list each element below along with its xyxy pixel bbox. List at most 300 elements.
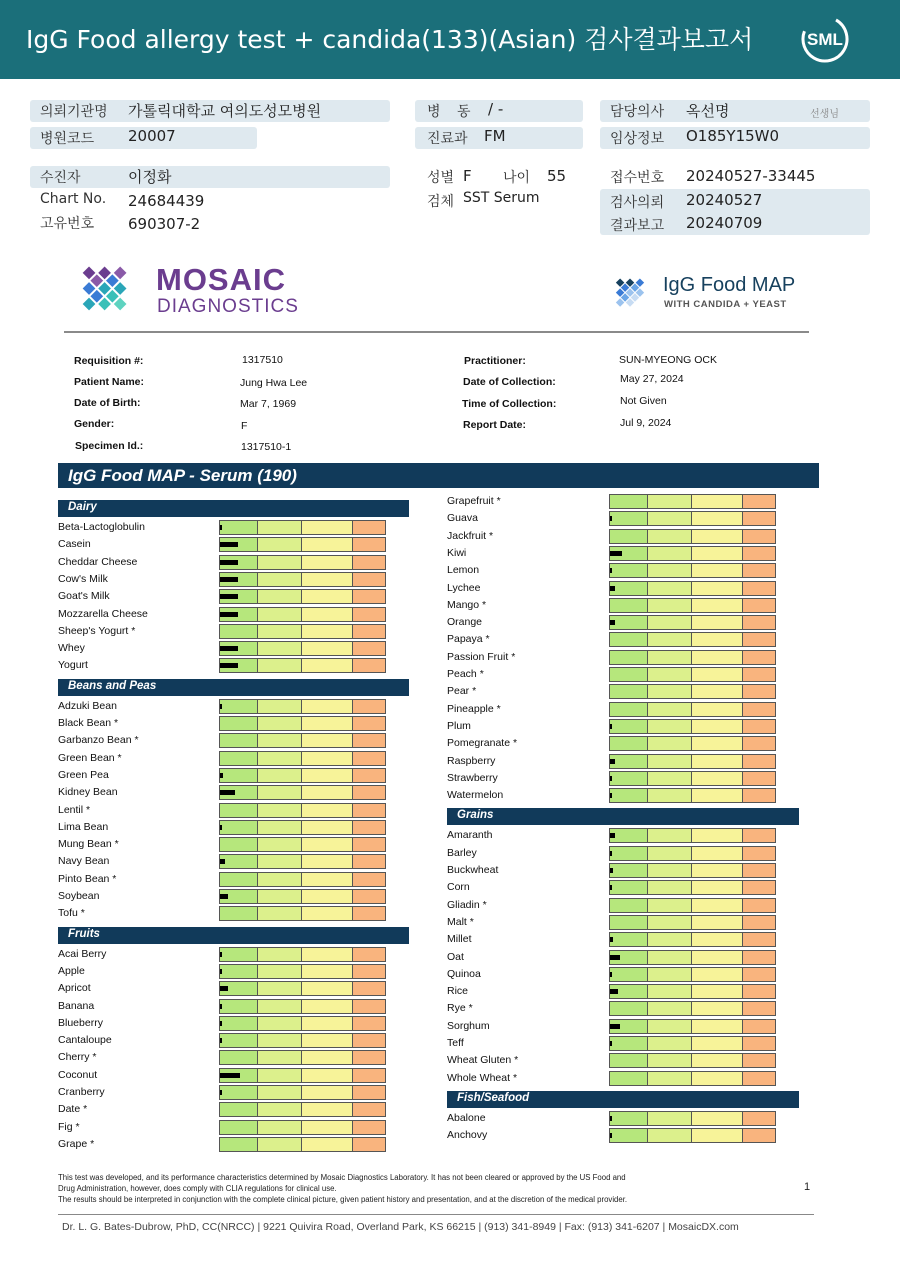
food-name: Navy Bean: [58, 855, 110, 868]
igg-level-marker: [610, 1041, 612, 1046]
bar-zone: [352, 804, 385, 817]
section-header: [447, 1091, 799, 1108]
bar-zone: [257, 769, 301, 782]
panel-band: [58, 463, 819, 488]
sml-logo-text: SML: [807, 30, 843, 49]
igg-level-marker: [610, 620, 615, 625]
bar-zone: [610, 582, 647, 595]
food-name: Goat's Milk: [58, 590, 110, 603]
igg-level-bar: [609, 719, 776, 734]
bar-zone: [257, 821, 301, 834]
bar-zone: [352, 1103, 385, 1116]
food-row: [58, 750, 389, 767]
food-row: [58, 657, 389, 674]
food-name: Mozzarella Cheese: [58, 607, 148, 620]
institution-label: 의뢰기관명: [40, 104, 108, 120]
igg-level-bar: [219, 872, 386, 887]
igg-food-map-icon: [600, 278, 660, 310]
bar-zone: [301, 556, 352, 569]
food-row: [58, 1119, 389, 1136]
bar-zone: [691, 933, 742, 946]
bar-zone: [301, 965, 352, 978]
igg-level-bar: [219, 964, 386, 979]
bar-zone: [691, 951, 742, 964]
report-date-label: Report Date:: [463, 419, 527, 431]
bar-zone: [301, 752, 352, 765]
igg-level-marker: [220, 1073, 240, 1078]
bar-zone: [352, 556, 385, 569]
bar-zone: [301, 907, 352, 920]
info-pill: [30, 166, 390, 188]
bar-zone: [691, 703, 742, 716]
bar-zone: [691, 881, 742, 894]
bar-zone: [301, 1138, 352, 1151]
bar-zone: [352, 1121, 385, 1134]
igg-level-marker: [610, 586, 615, 591]
igg-level-marker: [220, 1021, 222, 1026]
igg-food-map-subtitle: WITH CANDIDA + YEAST: [664, 299, 787, 310]
igg-level-bar: [609, 932, 776, 947]
igg-level-bar: [609, 511, 776, 526]
bar-zone: [257, 804, 301, 817]
bar-zone: [742, 668, 775, 681]
requisition-value: 1317510: [242, 354, 283, 366]
igg-level-bar: [609, 1036, 776, 1051]
bar-zone: [220, 700, 257, 713]
igg-level-bar: [219, 768, 386, 783]
food-row: [447, 914, 779, 931]
bar-zone: [647, 547, 691, 560]
collection-time-value: Not Given: [620, 395, 667, 407]
igg-level-bar: [219, 1137, 386, 1152]
bar-zone: [742, 564, 775, 577]
dob-label: Date of Birth:: [74, 397, 141, 409]
bar-zone: [301, 1034, 352, 1047]
collection-time-label: Time of Collection:: [462, 398, 557, 410]
food-row: [58, 1032, 389, 1049]
food-row: [447, 528, 779, 545]
bar-zone: [257, 1086, 301, 1099]
bar-zone: [742, 968, 775, 981]
section-title: Fruits: [68, 927, 100, 940]
sex-value: F: [463, 167, 472, 185]
bar-zone: [352, 1034, 385, 1047]
food-name: Mung Bean *: [58, 838, 119, 851]
bar-zone: [301, 521, 352, 534]
dob-value: Mar 7, 1969: [240, 398, 297, 410]
bar-zone: [352, 521, 385, 534]
bar-zone: [610, 933, 647, 946]
bar-zone: [220, 521, 257, 534]
report-title: IgG Food allergy test + candida(133)(Asian) 검사결과보고서: [26, 25, 754, 54]
bar-zone: [647, 755, 691, 768]
bar-zone: [257, 717, 301, 730]
bar-zone: [742, 899, 775, 912]
bar-zone: [352, 982, 385, 995]
bar-zone: [257, 1069, 301, 1082]
food-name: Cherry *: [58, 1051, 97, 1064]
bar-zone: [691, 985, 742, 998]
food-row: [447, 1110, 779, 1127]
igg-level-bar: [219, 716, 386, 731]
igg-food-map-wordmark: IgG Food MAP: [663, 274, 796, 296]
bar-zone: [352, 907, 385, 920]
bar-zone: [352, 659, 385, 672]
bar-zone: [647, 985, 691, 998]
bar-zone: [742, 829, 775, 842]
food-name: Plum: [447, 719, 471, 732]
specimen-id-label: Specimen Id.:: [75, 440, 144, 452]
igg-level-bar: [609, 546, 776, 561]
receipt-label: 접수번호: [610, 170, 665, 186]
igg-level-bar: [609, 1019, 776, 1034]
igg-level-bar: [609, 684, 776, 699]
bar-zone: [742, 530, 775, 543]
food-name: Coconut: [58, 1068, 98, 1081]
igg-level-bar: [609, 915, 776, 930]
bar-zone: [647, 916, 691, 929]
bar-zone: [647, 1037, 691, 1050]
bar-zone: [301, 821, 352, 834]
food-name: Malt *: [447, 915, 474, 928]
dept-value: FM: [484, 127, 506, 145]
igg-level-bar: [609, 863, 776, 878]
igg-level-marker: [610, 516, 612, 521]
food-row: [58, 623, 389, 640]
id-label: 고유번호: [40, 216, 95, 232]
food-name: Amaranth: [447, 829, 493, 842]
bar-zone: [610, 1129, 647, 1142]
bar-zone: [257, 1034, 301, 1047]
bar-zone: [742, 582, 775, 595]
food-row: [447, 897, 779, 914]
bar-zone: [691, 737, 742, 750]
page-number: 1: [804, 1181, 811, 1193]
igg-level-bar: [609, 650, 776, 665]
igg-level-marker: [610, 955, 620, 960]
bar-zone: [301, 625, 352, 638]
bar-zone: [220, 1051, 257, 1064]
food-row: [447, 827, 779, 844]
bar-zone: [610, 703, 647, 716]
bar-zone: [742, 737, 775, 750]
food-name: Pineapple *: [447, 702, 501, 715]
food-name: Blueberry: [58, 1016, 103, 1029]
food-row: [447, 493, 779, 510]
bar-zone: [352, 590, 385, 603]
food-row: [58, 853, 389, 870]
bar-zone: [610, 789, 647, 802]
igg-level-marker: [610, 972, 612, 977]
request-label: 검사의뢰: [610, 195, 665, 211]
food-name: Peach *: [447, 668, 484, 680]
igg-level-marker: [220, 859, 225, 864]
food-row: [447, 753, 779, 770]
bar-zone: [220, 855, 257, 868]
food-name: Cheddar Cheese: [58, 555, 138, 568]
bar-zone: [352, 700, 385, 713]
igg-level-bar: [219, 537, 386, 552]
section-header: [447, 808, 799, 825]
section-title: Beans and Peas: [68, 679, 157, 692]
food-row: [447, 597, 779, 614]
bar-zone: [691, 1020, 742, 1033]
bar-zone: [301, 948, 352, 961]
bar-zone: [301, 700, 352, 713]
igg-level-bar: [219, 520, 386, 535]
bar-zone: [691, 864, 742, 877]
divider: [58, 1214, 814, 1215]
igg-level-marker: [610, 1024, 620, 1029]
patient-label: 수진자: [40, 170, 81, 186]
igg-level-bar: [609, 771, 776, 786]
bar-zone: [301, 659, 352, 672]
bar-zone: [352, 786, 385, 799]
bar-zone: [257, 948, 301, 961]
section-header: [58, 927, 409, 944]
food-name: Oat: [447, 950, 464, 963]
bar-zone: [352, 890, 385, 903]
igg-level-bar: [609, 615, 776, 630]
disclaimer-line: This test was developed, and its performance characteristics determined by Mosaic Diagnostics Laboratory. It has not been cleared or approved by the US Food and: [58, 1173, 626, 1182]
bar-zone: [257, 625, 301, 638]
food-name: Orange: [447, 616, 483, 629]
bar-zone: [647, 933, 691, 946]
bar-zone: [647, 1054, 691, 1067]
food-name: Black Bean *: [58, 717, 119, 729]
bar-zone: [610, 772, 647, 785]
food-row: [447, 545, 779, 562]
bar-zone: [610, 616, 647, 629]
bar-zone: [742, 951, 775, 964]
bar-zone: [742, 1020, 775, 1033]
bar-zone: [647, 881, 691, 894]
food-name: Wheat Gluten *: [447, 1054, 519, 1067]
food-name: Whole Wheat *: [447, 1071, 518, 1084]
bar-zone: [301, 1017, 352, 1030]
bar-zone: [647, 564, 691, 577]
bar-zone: [691, 547, 742, 560]
bar-zone: [691, 530, 742, 543]
doctor-value: 옥선명: [686, 102, 730, 120]
food-name: Green Pea: [58, 768, 109, 781]
food-name: Quinoa: [447, 967, 481, 980]
igg-level-bar: [609, 598, 776, 613]
igg-level-bar: [219, 889, 386, 904]
specimen-label: 검체: [427, 194, 455, 210]
igg-level-bar: [609, 1071, 776, 1086]
bar-zone: [647, 1002, 691, 1015]
bar-zone: [220, 1086, 257, 1099]
bar-zone: [610, 899, 647, 912]
igg-level-bar: [219, 1033, 386, 1048]
bar-zone: [220, 734, 257, 747]
food-row: [447, 966, 779, 983]
igg-level-bar: [219, 1050, 386, 1065]
igg-level-bar: [219, 854, 386, 869]
bar-zone: [301, 1000, 352, 1013]
food-row: [447, 510, 779, 527]
food-name: Lentil *: [58, 803, 91, 816]
food-name: Lychee: [447, 581, 481, 594]
igg-level-bar: [609, 563, 776, 578]
food-name: Casein: [58, 538, 91, 551]
collection-date-label: Date of Collection:: [463, 376, 556, 388]
igg-level-marker: [610, 568, 612, 573]
bar-zone: [352, 1051, 385, 1064]
bar-zone: [220, 838, 257, 851]
food-name: Abalone: [447, 1111, 486, 1124]
bar-zone: [742, 720, 775, 733]
bar-zone: [691, 495, 742, 508]
food-row: [58, 946, 389, 963]
bar-zone: [352, 838, 385, 851]
food-row: [447, 879, 779, 896]
gender-value: F: [241, 420, 248, 432]
food-name: Tofu *: [58, 907, 85, 920]
bar-zone: [257, 965, 301, 978]
bar-zone: [691, 829, 742, 842]
bar-zone: [691, 512, 742, 525]
bar-zone: [257, 700, 301, 713]
food-row: [58, 1049, 389, 1066]
bar-zone: [301, 1121, 352, 1134]
bar-zone: [301, 804, 352, 817]
bar-zone: [610, 530, 647, 543]
food-name: Green Bean *: [58, 751, 122, 764]
chart-value: 24684439: [128, 192, 205, 210]
bar-zone: [610, 651, 647, 664]
igg-level-marker: [220, 542, 238, 547]
bar-zone: [257, 752, 301, 765]
bar-zone: [220, 907, 257, 920]
bar-zone: [691, 668, 742, 681]
bar-zone: [647, 737, 691, 750]
bar-zone: [742, 789, 775, 802]
bar-zone: [691, 616, 742, 629]
food-row: [447, 649, 779, 666]
requisition-label: Requisition #:: [74, 355, 144, 367]
bar-zone: [647, 495, 691, 508]
igg-level-bar: [219, 906, 386, 921]
bar-zone: [742, 703, 775, 716]
bar-zone: [691, 916, 742, 929]
food-row: [58, 963, 389, 980]
bar-zone: [647, 1072, 691, 1085]
bar-zone: [301, 538, 352, 551]
bar-zone: [352, 1017, 385, 1030]
food-name: Pear *: [447, 685, 477, 698]
igg-level-bar: [609, 788, 776, 803]
bar-zone: [610, 668, 647, 681]
food-name: Mango *: [447, 598, 487, 611]
igg-level-marker: [610, 989, 618, 994]
igg-level-bar: [609, 702, 776, 717]
bar-zone: [301, 573, 352, 586]
igg-level-bar: [219, 981, 386, 996]
section-title: Dairy: [68, 501, 97, 513]
bar-zone: [257, 890, 301, 903]
bar-zone: [610, 564, 647, 577]
bar-zone: [647, 772, 691, 785]
food-name: Sorghum: [447, 1019, 490, 1032]
patient-name-value: Jung Hwa Lee: [240, 377, 308, 389]
bar-zone: [742, 916, 775, 929]
bar-zone: [220, 625, 257, 638]
doctor-suffix: 선생님: [810, 109, 839, 120]
food-name: Fig *: [58, 1120, 80, 1133]
bar-zone: [691, 1129, 742, 1142]
bar-zone: [691, 847, 742, 860]
bar-zone: [610, 968, 647, 981]
bar-zone: [220, 717, 257, 730]
bar-zone: [301, 590, 352, 603]
bar-zone: [257, 1000, 301, 1013]
igg-level-marker: [610, 937, 613, 942]
food-name: Guava: [447, 512, 478, 525]
bar-zone: [647, 847, 691, 860]
igg-level-marker: [610, 868, 613, 873]
bar-zone: [691, 789, 742, 802]
bar-zone: [220, 948, 257, 961]
bar-zone: [647, 1129, 691, 1142]
food-row: [58, 732, 389, 749]
bar-zone: [352, 1138, 385, 1151]
food-row: [447, 718, 779, 735]
report-date-kr-value: 20240709: [686, 214, 763, 232]
bar-zone: [301, 838, 352, 851]
bar-zone: [301, 642, 352, 655]
food-row: [447, 701, 779, 718]
food-name: Pinto Bean *: [58, 872, 117, 885]
food-row: [58, 536, 389, 553]
igg-level-bar: [219, 1120, 386, 1135]
food-name: Lima Bean: [58, 820, 109, 833]
bar-zone: [301, 1103, 352, 1116]
bar-zone: [352, 873, 385, 886]
bar-zone: [301, 786, 352, 799]
bar-zone: [691, 1002, 742, 1015]
food-row: [58, 905, 389, 922]
dept-label: 진료과: [427, 131, 468, 147]
food-name: Passion Fruit *: [447, 650, 516, 663]
food-row: [447, 562, 779, 579]
food-name: Rye *: [447, 1002, 473, 1015]
bar-zone: [301, 717, 352, 730]
bar-zone: [301, 1051, 352, 1064]
bar-zone: [257, 907, 301, 920]
food-row: [58, 1136, 389, 1153]
food-name: Strawberry: [447, 771, 498, 784]
bar-zone: [220, 752, 257, 765]
igg-level-bar: [219, 624, 386, 639]
collection-date-value: May 27, 2024: [620, 373, 684, 385]
food-row: [447, 949, 779, 966]
bar-zone: [610, 1037, 647, 1050]
report-date-kr-label: 결과보고: [610, 218, 665, 234]
food-name: Cow's Milk: [58, 572, 108, 585]
igg-level-marker: [220, 525, 222, 530]
food-name: Beta-Lactoglobulin: [58, 521, 145, 533]
bar-zone: [610, 1054, 647, 1067]
divider: [64, 331, 809, 333]
igg-level-marker: [220, 773, 223, 778]
bar-zone: [301, 769, 352, 782]
food-name: Soybean: [58, 890, 100, 902]
igg-level-bar: [219, 999, 386, 1014]
bar-zone: [220, 1000, 257, 1013]
food-row: [447, 1070, 779, 1087]
